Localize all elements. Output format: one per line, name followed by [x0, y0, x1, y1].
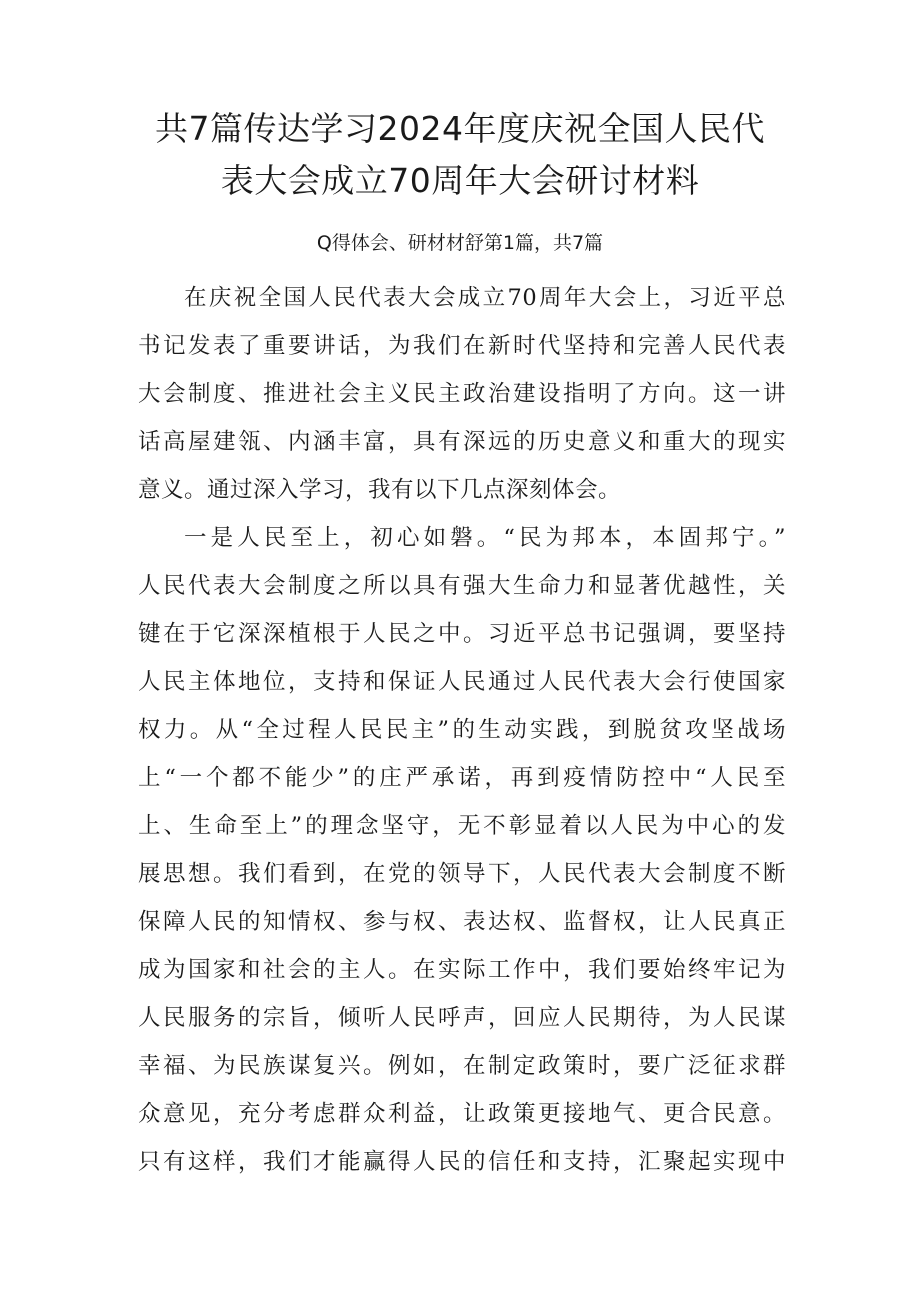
paragraph-1-line: 大会制度、推进社会主义民主政治建设指明了方向。这一讲: [138, 381, 786, 407]
paragraph-2-line: 人民服务的宗旨，倾听人民呼声，回应人民期待，为人民谋: [138, 1005, 786, 1031]
paragraph-2-line: 权力。从“全过程人民民主”的生动实践，到脱贫攻坚战场: [138, 717, 786, 743]
paragraph-2-line: 人民代表大会制度之所以具有强大生命力和显著优越性，关: [138, 573, 786, 599]
paragraph-1-line: 在庆祝全国人民代表大会成立70周年大会上，习近平总: [184, 285, 786, 311]
paragraph-2-line: 人民主体地位，支持和保证人民通过人民代表大会行使国家: [138, 669, 786, 695]
paragraph-1-line: 意义。通过深入学习，我有以下几点深刻体会。: [138, 477, 622, 503]
paragraph-2-line: 保障人民的知情权、参与权、表达权、监督权，让人民真正: [138, 909, 786, 935]
title-line-2: 表大会成立70周年大会研讨材料: [220, 161, 700, 200]
document-body: [138, 274, 786, 1186]
document-title: [130, 103, 790, 207]
title-line-1: 共7篇传达学习2024年度庆祝全国人民代: [155, 109, 765, 148]
paragraph-2-line: 只有这样，我们才能赢得人民的信任和支持，汇聚起实现中: [138, 1149, 786, 1175]
paragraph-2-line: 上“一个都不能少”的庄严承诺，再到疫情防控中“人民至: [138, 765, 786, 791]
paragraph-2-line: 幸福、为民族谋复兴。例如，在制定政策时，要广泛征求群: [138, 1053, 786, 1079]
paragraph-2-line: 键在于它深深植根于人民之中。习近平总书记强调，要坚持: [138, 621, 786, 647]
document-subtitle: Q得体会、研材材舒第1篇，共7篇: [316, 232, 604, 254]
paragraph-2-line: 成为国家和社会的主人。在实际工作中，我们要始终牢记为: [138, 957, 786, 983]
paragraph-2-line: 众意见，充分考虑群众利益，让政策更接地气、更合民意。: [138, 1101, 786, 1127]
paragraph-1-line: 书记发表了重要讲话，为我们在新时代坚持和完善人民代表: [138, 333, 786, 359]
paragraph-2-line: 一是人民至上，初心如磐。“民为邦本，本固邦宁。”: [184, 525, 786, 551]
paragraph-1-line: 话高屋建瓴、内涵丰富，具有深远的历史意义和重大的现实: [138, 429, 786, 455]
paragraph-2-line: 展思想。我们看到，在党的领导下，人民代表大会制度不断: [138, 861, 786, 887]
paragraph-2-line: 上、生命至上”的理念坚守，无不彰显着以人民为中心的发: [138, 813, 786, 839]
